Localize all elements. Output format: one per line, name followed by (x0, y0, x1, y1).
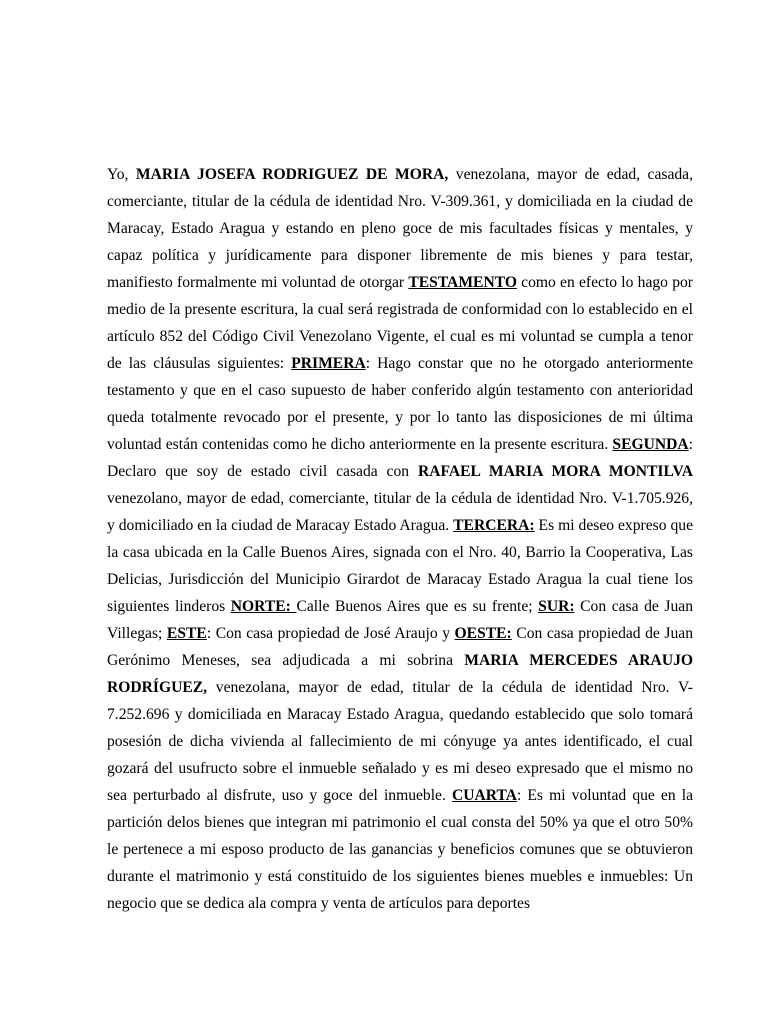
clause-heading-segment: OESTE: (454, 625, 512, 642)
text-segment: como en efecto lo hago por medio de la presente escritura, la cual será registrada de conformidad con lo establecido en el artículo 852 del Código Civil Venezolano Vigente, el cual es mi voluntad se cumpla a tenor de las cláusulas siguientes: (107, 274, 693, 372)
clause-heading-segment: SUR: (538, 598, 575, 615)
text-segment: Con casa de Juan Villegas; (107, 598, 693, 642)
text-segment: venezolana, mayor de edad, titular de la cédula de identidad Nro. V-7.252.696 y domiciliada en Maracay Estado Aragua, quedando establecido que solo tomará posesión de dicha vivienda al fallecimiento de mi cónyuge ya antes identificado, el cual gozará del usufructo sobre el inmueble señalado y es mi deseo expresado que el mismo no sea perturbado al disfrute, uso y goce del inmueble. (107, 679, 693, 804)
text-segment: Es mi deseo expreso que la casa ubicada en la Calle Buenos Aires, signada con el Nro. 40, Barrio la Cooperativa, Las Delicias, Jurisdicción del Municipio Girardot de Maracay Estado Aragua la cual tiene los siguientes linderos (107, 517, 693, 615)
clause-heading-segment: NORTE: (230, 598, 297, 615)
clause-heading-segment: TERCERA: (453, 517, 535, 534)
clause-heading-segment: TESTAMENTO (408, 274, 517, 291)
text-segment: : Es mi voluntad que en la partición delos bienes que integran mi patrimonio el cual consta del 50% ya que el otro 50% le pertenece a mi esposo producto de las ganancias y beneficios comunes que se obtuvieron durante el matrimonio y está constituido de los siguientes bienes muebles e inmuebles: Un negocio que se dedica ala compra y venta de artículos para deportes (107, 787, 693, 912)
text-segment: Yo, (107, 166, 136, 183)
text-segment: venezolana, mayor de edad, casada, comerciante, titular de la cédula de identidad Nro. V-309.361, y domiciliada en la ciudad de Maracay, Estado Aragua y estando en pleno goce de mis facultades físicas y mentales, y capaz política y jurídicamente para disponer libremente de mis bienes y para testar, manifiesto formalmente mi voluntad de otorgar (107, 166, 693, 291)
text-segment: : Declaro que soy de estado civil casada con (107, 436, 693, 480)
text-segment: : Hago constar que no he otorgado anteriormente testamento y que en el caso supuesto de haber conferido algún testamento con anterioridad queda totalmente revocado por el presente, y por lo tanto las disposiciones de mi última voluntad están contenidas como he dicho anteriormente en la presente escritura. (107, 355, 693, 453)
text-segment: venezolano, mayor de edad, comerciante, titular de la cédula de identidad Nro. V-1.705.926, y domiciliado en la ciudad de Maracay Estado Aragua. (107, 490, 693, 534)
bold-name-segment: RAFAEL MARIA MORA MONTILVA (417, 463, 693, 480)
clause-heading-segment: PRIMERA (291, 355, 366, 372)
text-segment: Calle Buenos Aires que es su frente; (296, 598, 539, 615)
text-segment: Con casa propiedad de Juan Gerónimo Meneses, sea adjudicada a mi sobrina (107, 625, 693, 669)
clause-heading-segment: CUARTA (451, 787, 517, 804)
bold-name-segment: MARIA JOSEFA RODRIGUEZ DE MORA, (135, 166, 449, 183)
testament-body-text (107, 161, 693, 917)
text-segment: : Con casa propiedad de José Araujo y (206, 625, 455, 642)
clause-heading-segment: SEGUNDA (612, 436, 689, 453)
bold-name-segment: MARIA MERCEDES ARAUJO RODRÍGUEZ, (107, 652, 694, 696)
clause-heading-segment: ESTE (166, 625, 207, 642)
